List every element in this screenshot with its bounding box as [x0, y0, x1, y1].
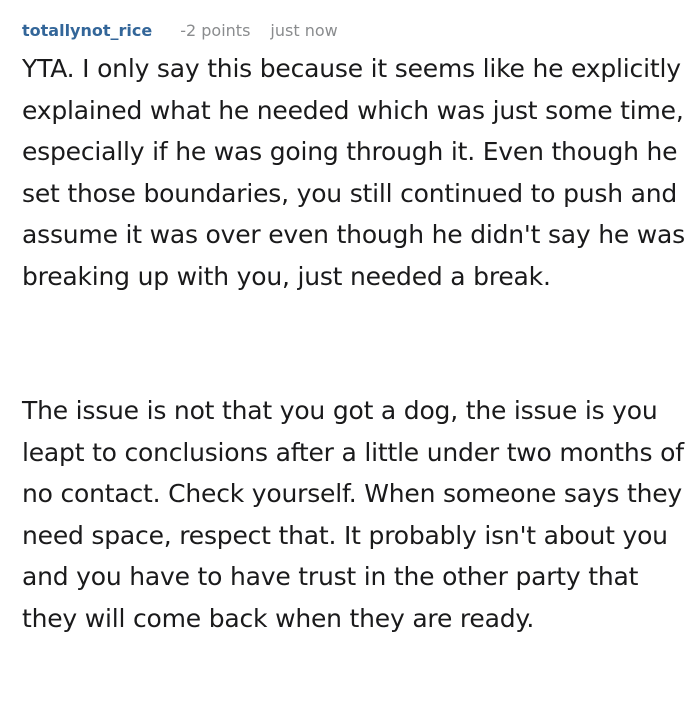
comment-paragraph-2: The issue is not that you got a dog, the issue is you leapt to conclusions after a little under two months of no contact. Check yourself. When someone says they need space, respect that. It probably isn't about you and you have to have trust in the other party that they will come back when they are ready.: [22, 396, 684, 633]
comment-points: -2 points: [180, 20, 251, 40]
comment-timestamp: just now: [270, 20, 338, 40]
comment-username-link[interactable]: totallynot_rice: [22, 20, 153, 40]
comment-body: [22, 48, 692, 639]
comment-paragraph-1: YTA. I only say this because it seems like he explicitly explained what he needed which was just some time, especially if he was going through it. Even though he set those boundaries, you still continued to push and assume it was over even though he didn't say he was breaking up with you, just needed a break.: [22, 54, 685, 291]
comment: [22, 0, 692, 639]
